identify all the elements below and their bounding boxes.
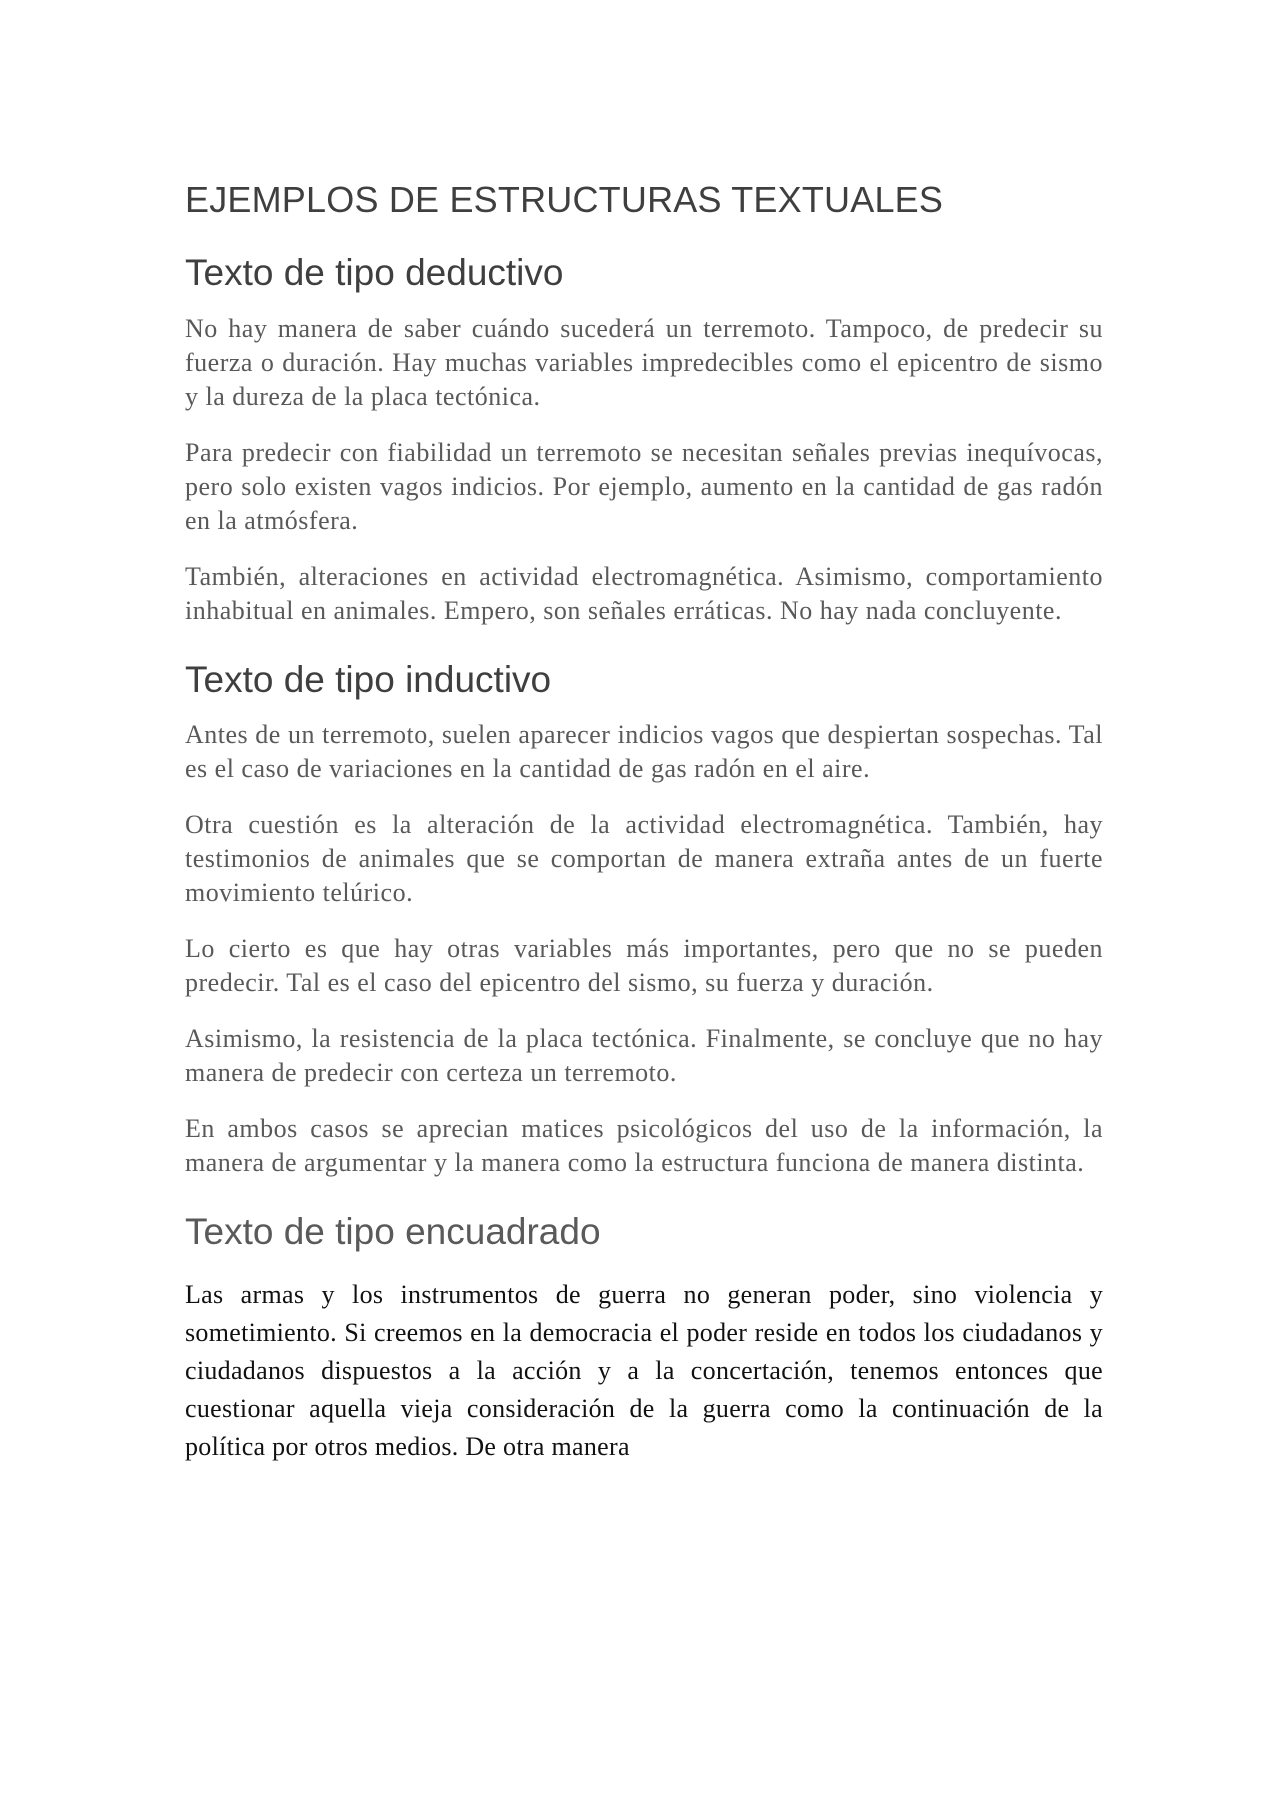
paragraph: Otra cuestión es la alteración de la actividad electromagnética. También, hay testimonios de animales que se comportan de manera extraña antes de un fuerte movimiento telúrico. <box>185 809 1103 907</box>
paragraph: Lo cierto es que hay otras variables más importantes, pero que no se pueden predecir. Tal es el caso del epicentro del sismo, su fuerza y duración. <box>185 933 1103 997</box>
section-inductivo <box>185 658 1103 1180</box>
document-page <box>185 178 1103 1496</box>
section-deductivo <box>185 251 1103 627</box>
paragraph: También, alteraciones en actividad electromagnética. Asimismo, comportamiento inhabitual en animales. Empero, son señales erráticas. No hay nada concluyente. <box>185 561 1103 625</box>
section-heading-deductivo: Texto de tipo deductivo <box>185 252 564 294</box>
document-title: EJEMPLOS DE ESTRUCTURAS TEXTUALES <box>185 179 944 220</box>
paragraph: Para predecir con fiabilidad un terremoto se necesitan señales previas inequívocas, pero solo existen vagos indicios. Por ejemplo, aumento en la cantidad de gas radón en la atmósfera. <box>185 437 1103 535</box>
paragraph: Asimismo, la resistencia de la placa tectónica. Finalmente, se concluye que no hay manera de predecir con certeza un terremoto. <box>185 1023 1103 1087</box>
section-heading-encuadrado: Texto de tipo encuadrado <box>185 1210 601 1252</box>
paragraph: Antes de un terremoto, suelen aparecer indicios vagos que despiertan sospechas. Tal es el caso de variaciones en la cantidad de gas radón en el aire. <box>185 719 1103 783</box>
paragraph: Las armas y los instrumentos de guerra no generan poder, sino violencia y sometimiento. Si creemos en la democracia el poder reside en todos los ciudadanos y ciudadanos dispuestos a la acción y a la concertación, tenemos entonces que cuestionar aquella vieja consideración de la guerra como la continuación de la política por otros medios. De otra manera <box>185 1280 1103 1462</box>
section-heading-inductivo: Texto de tipo inductivo <box>185 658 552 700</box>
paragraph: En ambos casos se aprecian matices psicológicos del uso de la información, la manera de argumentar y la manera como la estructura funciona de manera distinta. <box>185 1113 1103 1177</box>
section-encuadrado <box>185 1210 1103 1466</box>
paragraph: No hay manera de saber cuándo sucederá un terremoto. Tampoco, de predecir su fuerza o duración. Hay muchas variables impredecibles como el epicentro de sismo y la dureza de la placa tectónica. <box>185 313 1103 411</box>
